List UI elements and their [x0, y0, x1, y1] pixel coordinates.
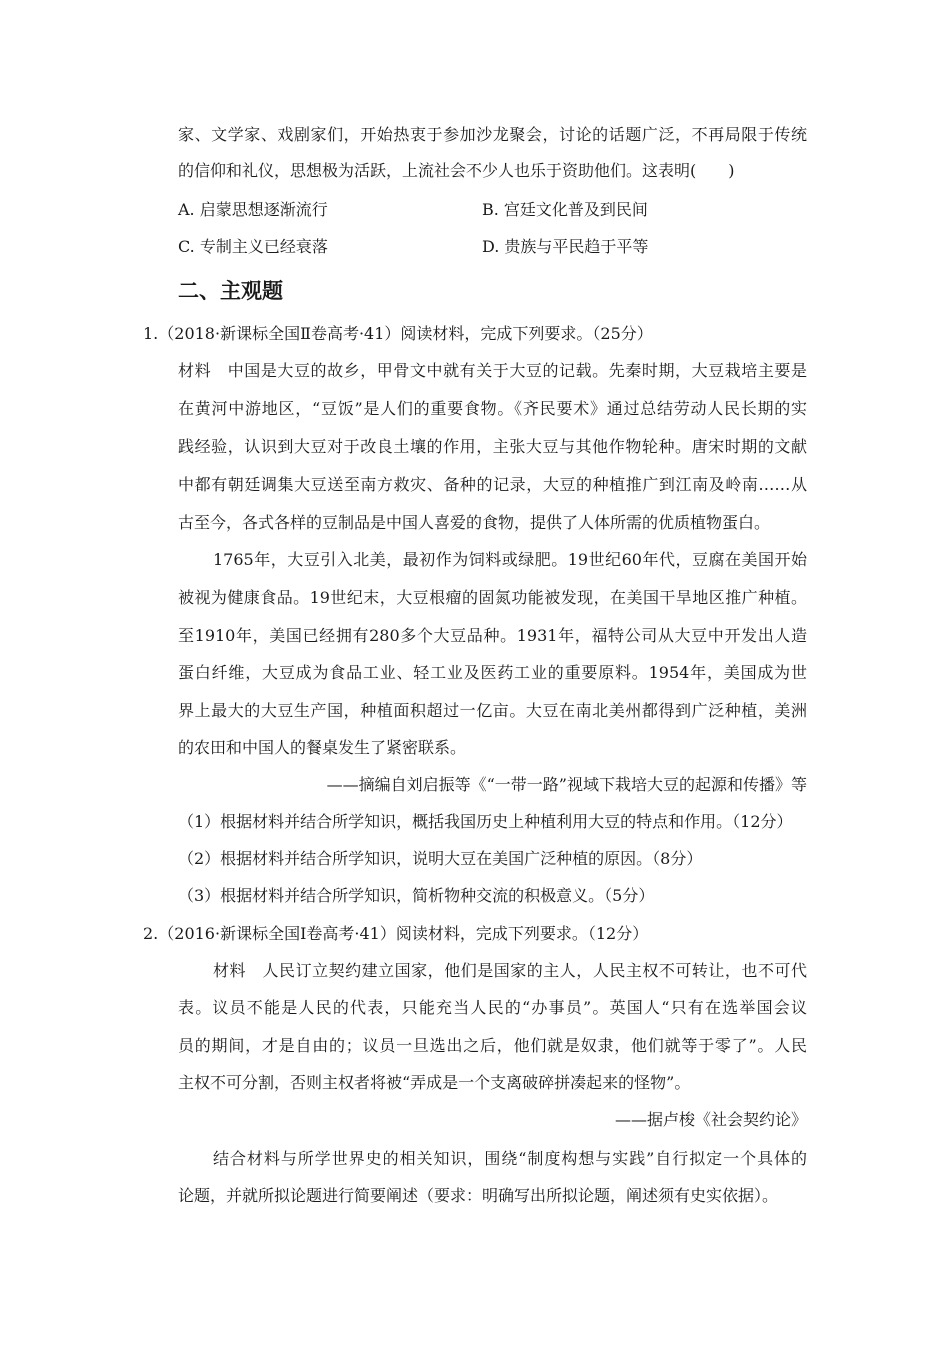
- option-b: B. 宫廷文化普及到民间: [482, 200, 648, 219]
- material-line: 员的期间，才是自由的；议员一旦选出之后，他们就是奴隶，他们就等于零了”。人民: [178, 1036, 807, 1055]
- material-line: 至1910年，美国已经拥有280多个大豆品种。1931年，福特公司从大豆中开发出人造: [178, 626, 807, 645]
- task-line: 结合材料与所学世界史的相关知识，围绕“制度构想与实践”自行拟定一个具体的: [213, 1149, 807, 1168]
- material-line: 在黄河中游地区，“豆饭”是人们的重要食物。《齐民要术》通过总结劳动人民长期的实: [178, 399, 807, 418]
- sub-question-1: （1）根据材料并结合所学知识，概括我国历史上种植利用大豆的特点和作用。（12分）: [178, 812, 793, 831]
- sub-question-2: （2）根据材料并结合所学知识，说明大豆在美国广泛种植的原因。（8分）: [178, 849, 703, 868]
- question-1-header: 1.（2018·新课标全国Ⅱ卷高考·41）阅读材料，完成下列要求。（25分）: [143, 324, 653, 343]
- question-2-header: 2.（2016·新课标全国Ⅰ卷高考·41）阅读材料，完成下列要求。（12分）: [143, 924, 649, 943]
- task-line: 论题，并就所拟论题进行简要阐述（要求：明确写出所拟论题，阐述须有史实依据）。: [178, 1186, 779, 1205]
- material-source: ——摘编自刘启振等《“一带一路”视域下栽培大豆的起源和传播》等: [326, 775, 807, 794]
- material-line: 被视为健康食品。19世纪末，大豆根瘤的固氮功能被发现，在美国干旱地区推广种植。: [178, 588, 807, 607]
- material-line: 主权不可分割，否则主权者将被“弄成是一个支离破碎拼凑起来的怪物”。: [178, 1073, 691, 1092]
- material-line: 界上最大的大豆生产国，种植面积超过一亿亩。大豆在南北美州都得到广泛种植，美洲: [178, 701, 807, 720]
- material-line: 中都有朝廷调集大豆送至南方救灾、备种的记录，大豆的种植推广到江南及岭南……从: [178, 475, 807, 494]
- material-line: 1765年，大豆引入北美，最初作为饲料或绿肥。19世纪60年代，豆腐在美国开始: [213, 550, 807, 569]
- material-line: 的农田和中国人的餐桌发生了紧密联系。: [178, 738, 467, 757]
- question-stem-line: 的信仰和礼仪，思想极为活跃，上流社会不少人也乐于资助他们。这表明( ): [178, 161, 735, 180]
- material-line: 蛋白纤维，大豆成为食品工业、轻工业及医药工业的重要原料。1954年，美国成为世: [178, 663, 807, 682]
- option-d: D. 贵族与平民趋于平等: [482, 237, 649, 256]
- section-title: 二、主观题: [178, 279, 283, 303]
- material-line: 材料 中国是大豆的故乡，甲骨文中就有关于大豆的记载。先秦时期，大豆栽培主要是: [178, 361, 807, 380]
- option-a: A. 启蒙思想逐渐流行: [178, 200, 328, 219]
- sub-question-3: （3）根据材料并结合所学知识，简析物种交流的积极意义。（5分）: [178, 886, 655, 905]
- material-line: 表。议员不能是人民的代表，只能充当人民的“办事员”。英国人“只有在选举国会议: [178, 998, 807, 1017]
- option-c: C. 专制主义已经衰落: [178, 237, 328, 256]
- question-stem-line: 家、文学家、戏剧家们，开始热衷于参加沙龙聚会，讨论的话题广泛，不再局限于传统: [178, 125, 807, 144]
- material-source: ——据卢梭《社会契约论》: [614, 1110, 807, 1129]
- material-line: 践经验，认识到大豆对于改良土壤的作用，主张大豆与其他作物轮种。唐宋时期的文献: [178, 437, 807, 456]
- material-line: 古至今，各式各样的豆制品是中国人喜爱的食物，提供了人体所需的优质植物蛋白。: [178, 513, 771, 532]
- material-line: 材料 人民订立契约建立国家，他们是国家的主人，人民主权不可转让，也不可代: [213, 961, 807, 980]
